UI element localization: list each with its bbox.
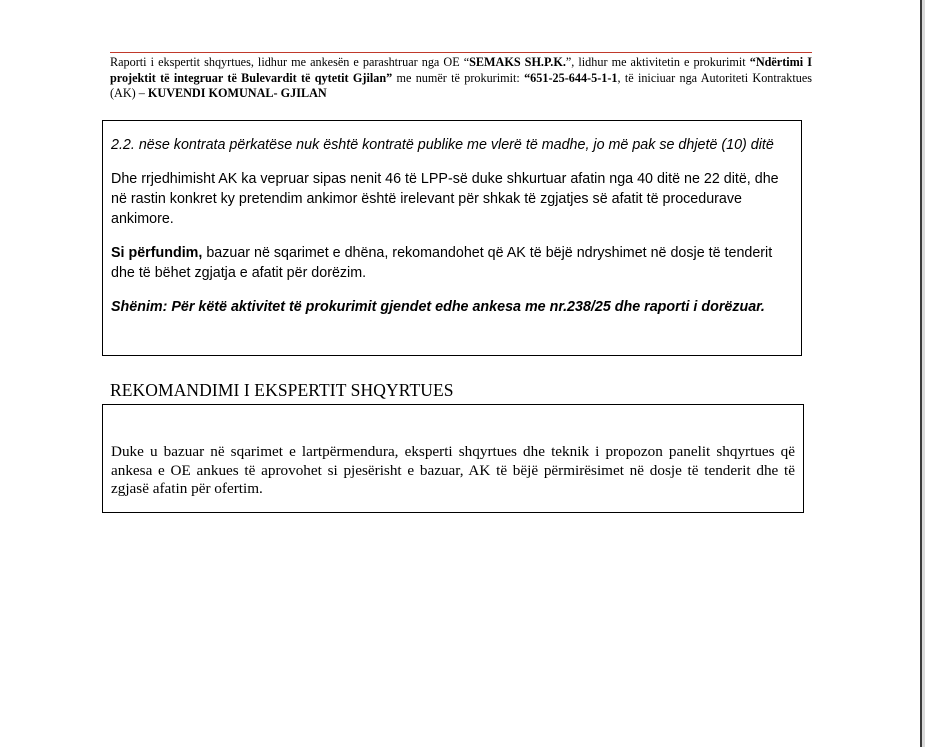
- header-mid2: me numër të prokurimit:: [392, 70, 525, 85]
- assessment-note: Shënim: Për këtë aktivitet të prokurimit gjendet edhe ankesa me nr.238/25 dhe raporti i dorëzuar.: [111, 299, 765, 315]
- page-header: [110, 52, 812, 102]
- conclusion-text: bazuar në sqarimet e dhëna, rekomandohet që AK të bëjë ndryshimet në dosje të tenderit dhe të bëhet zgjatja e afatit për dorëzim.: [111, 245, 773, 281]
- header-operator: SEMAKS SH.P.K.: [469, 55, 566, 69]
- header-mid1: ”, lidhur me aktivitetin e prokurimit: [565, 55, 750, 69]
- recommendation-box: [102, 404, 804, 513]
- assessment-para-1: 2.2. nëse kontrata përkatëse nuk është kontratë publike me vlerë të madhe, jo më pak se dhjetë (10) ditë: [111, 137, 774, 153]
- conclusion-lead: Si përfundim,: [111, 245, 203, 261]
- section-title: REKOMANDIMI I EKSPERTIT SHQYRTUES: [110, 380, 454, 400]
- assessment-para-3: [111, 243, 793, 283]
- header-prefix: Raporti i ekspertit shqyrtues, lidhur me ankesën e parashtruar nga OE “: [110, 55, 470, 69]
- header-project: “Ndërtimi I projektit të integruar të Bulevardit të qytetit Gjilan”: [110, 55, 813, 85]
- header-mid3: , të iniciuar nga Autoriteti Kontraktues (AK) –: [110, 70, 812, 100]
- header-authority: KUVENDI KOMUNAL- GJILAN: [147, 86, 327, 100]
- recommendation-text: Duke u bazuar në sqarimet e lartpërmendura, eksperti shqyrtues dhe teknik i propozon panelit shqyrtues që ankesa e OE ankues të aprovohet si pjesërisht e bazuar, AK të bëjë përmirësimet në dosje të tenderit dhe të zgjasë afatin për ofertim.: [111, 443, 795, 497]
- assessment-para-2: Dhe rrjedhimisht AK ka vepruar sipas nenit 46 të LPP-së duke shkurtuar afatin nga 40 ditë ne 22 ditë, dhe në rastin konkret ky pretendim ankimor është irelevant për shkak të zgjatjes së afatit të procedurave ankimore.: [111, 171, 779, 227]
- header-proc-number: “651-25-644-5-1-1: [524, 70, 618, 85]
- assessment-box: [102, 120, 802, 356]
